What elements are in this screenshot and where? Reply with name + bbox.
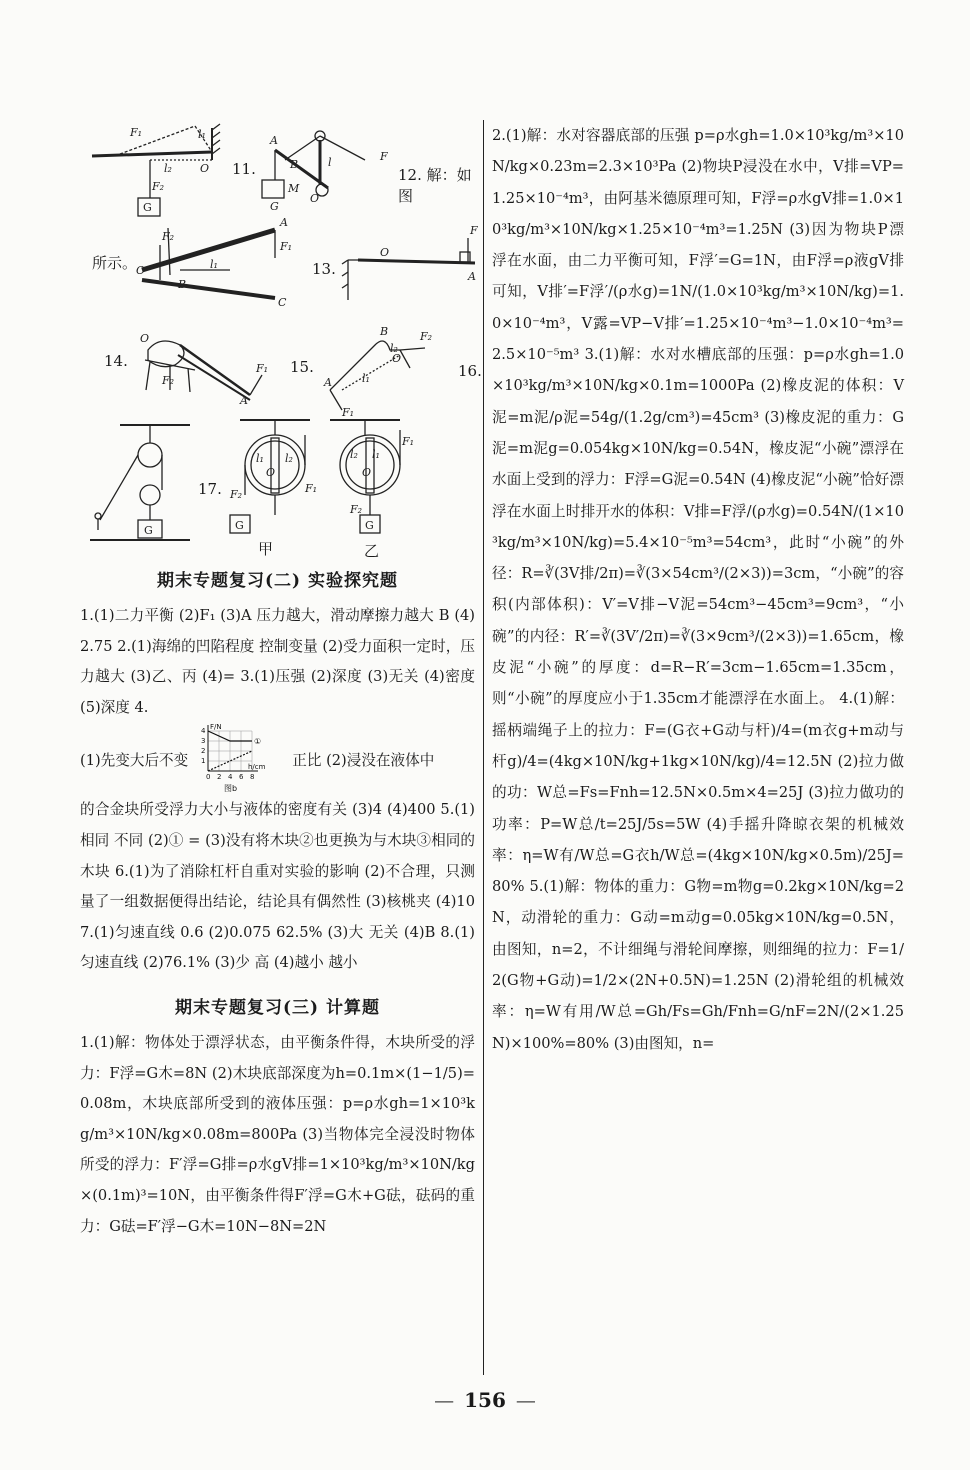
x-tick-label: 6 xyxy=(239,773,244,782)
svg-text:B: B xyxy=(380,325,389,338)
label-11: 11. xyxy=(232,160,256,178)
chart-row xyxy=(80,723,475,795)
svg-text:l₁: l₁ xyxy=(256,452,264,465)
label-16: 16. xyxy=(458,362,482,380)
fig-15 xyxy=(330,341,425,410)
section2-title: 期末专题复习(二) 实验探究题 xyxy=(156,571,398,591)
svg-text:A: A xyxy=(270,134,278,147)
x-tick-label: 0 xyxy=(206,773,211,782)
svg-text:C: C xyxy=(278,296,287,309)
svg-text:l₂: l₂ xyxy=(285,452,293,465)
x-tick-label: 4 xyxy=(228,773,233,782)
svg-text:F: F xyxy=(380,150,388,163)
svg-text:F₂: F₂ xyxy=(152,180,165,193)
page-number: — 156 — xyxy=(434,1388,536,1412)
svg-text:G: G xyxy=(143,201,152,214)
chart-title: 图b xyxy=(224,784,238,794)
fig-13 xyxy=(342,238,475,300)
label-12: 12. 解：如图 xyxy=(398,166,472,205)
y-tick-label: 1 xyxy=(201,757,206,766)
label-14: 14. xyxy=(104,352,128,370)
svg-text:A: A xyxy=(280,216,288,229)
svg-text:O: O xyxy=(140,332,150,345)
label-17: 17. xyxy=(198,480,222,498)
svg-text:O: O xyxy=(136,264,146,277)
svg-text:O: O xyxy=(310,192,320,205)
label-jia: 甲 xyxy=(258,540,274,558)
svg-text:l₁: l₁ xyxy=(372,448,380,461)
svg-text:l₂: l₂ xyxy=(164,162,172,175)
fig-14 xyxy=(145,341,262,400)
svg-text:A: A xyxy=(324,376,332,389)
y-tick-label: 3 xyxy=(201,737,206,746)
section2-para2a: (1)先变大后不变 xyxy=(80,751,189,769)
svg-text:F₂: F₂ xyxy=(350,503,363,516)
svg-text:A: A xyxy=(240,394,248,407)
svg-text:F₁: F₁ xyxy=(280,240,293,253)
svg-text:l₁: l₁ xyxy=(210,258,218,271)
svg-text:F₁: F₁ xyxy=(402,435,415,448)
y-tick-label: 2 xyxy=(201,747,206,756)
svg-text:A: A xyxy=(468,270,476,283)
svg-text:G: G xyxy=(365,519,374,532)
svg-text:B: B xyxy=(290,158,299,171)
y-tick-label: 4 xyxy=(201,727,206,736)
svg-text:O: O xyxy=(392,352,402,365)
figure-area xyxy=(80,120,482,560)
svg-text:O: O xyxy=(380,246,390,259)
svg-text:F₂: F₂ xyxy=(230,488,243,501)
page-number-value: 156 xyxy=(464,1388,506,1412)
svg-text:G: G xyxy=(235,519,244,532)
label-15: 15. xyxy=(290,358,314,376)
svg-text:G: G xyxy=(270,200,279,213)
section3-para1: 1.(1)解：物体处于漂浮状态，由平衡条件得，木块所受的浮力：F浮=G木=8N (2)木块底部深度为h=0.1m×(1−1/5)=0.08m，木块底部所受到的液体压强：p=ρ水gh=1×10³kg/m³×10N/kg×0.08m=800Pa (3)当物体完全浸没时物体所受的浮力：F′浮=G排=ρ水gV排=1×10³kg/m³×10N/kg×(0.1m)³=10N，由平衡条件得F′浮=G木+G砝，砝码的重力：G砝=F′浮−G木=10N−8N=2N xyxy=(80,1033,475,1235)
label-yi: 乙 xyxy=(364,542,380,560)
svg-text:F₂: F₂ xyxy=(162,230,175,243)
section2-para3: 的合金块所受浮力大小与液体的密度有关 (3)4 (4)400 5.(1)相同 不同 (2)① = (3)没有将木块②也更换为与木块③相同的木块 6.(1)为了消除杠杆自重对实验的影响 (2)不合理，只测量了一组数据便得出结论，结论具有偶然性 (3)核桃夹 (4)10 7.(1)匀速直线 0.6 (2)0.075 62.5% (3)大 无关 (4)B 8.(1)匀速直线 (2)76.1% (3)少 高 (4)越小 越小 xyxy=(80,801,475,972)
svg-text:l: l xyxy=(328,156,332,169)
x-tick-label: 2 xyxy=(217,773,222,782)
svg-text:F₁: F₁ xyxy=(130,126,143,139)
svg-text:O: O xyxy=(362,466,372,479)
section3-title: 期末专题复习(三) 计算题 xyxy=(174,997,380,1018)
x-axis-label: h/cm xyxy=(248,763,266,772)
chart-b xyxy=(194,721,286,797)
svg-text:M: M xyxy=(288,182,300,195)
left-column xyxy=(80,120,482,1242)
svg-text:l₂: l₂ xyxy=(390,342,398,355)
chart-svg xyxy=(194,721,286,793)
right-para1: 2.(1)解：水对容器底部的压强 p=ρ水gh=1.0×10³kg/m³×10N/kg×0.23m=2.3×10³Pa (2)物块P浸没在水中，V排=VP=1.25×10⁻⁴m³，由阿基米德原理可知，F浮=ρ水gV排=1.0×10³kg/m³×10N/kg×1.25×10⁻⁴m³=1.25N (3)因为物块P漂浮在水面，由二力平衡可知，F浮′=G=1N，由F浮=ρ液gV排可知，V排′=F浮′/(ρ水g)=1N/(1.0×10³kg/m³×10N/kg)=1.0×10⁻⁴m³，V露=VP−V排′=1.25×10⁻⁴m³−1.0×10⁻⁴m³=2.5×10⁻⁵m³ 3.(1)解：水对水槽底部的压强：p=ρ水gh=1.0×10³kg/m³×10N/kg×0.1m=1000Pa (2)橡皮泥的体积：V泥=m泥/ρ泥=54g/(1.2g/cm³)=45cm³ (3)橡皮泥的重力：G泥=m泥g=0.054kg×10N/kg=0.54N，橡皮泥“小碗”漂浮在水面上受到的浮力：F浮=G泥=0.54N (4)橡皮泥“小碗”恰好漂浮在水面上时排开水的体积：V排=F浮/(ρ水g)=0.54N/(1×10³kg/m³×10N/kg)=5.4×10⁻⁵m³=54cm³，此时“小碗”的外径：R=∛(3V排/2π)=∛(3×54cm³/(2×3))=3cm，“小碗”的容积(内部体积)：V′=V排−V泥=54cm³−45cm³=9cm³，“小碗”的内径：R′=∛(3V′/2π)=∛(3×9cm³/(2×3))=1.65cm，橡皮泥“小碗”的厚度：d=R−R′=3cm−1.65cm=1.35cm，则“小碗”的厚度应小于1.35cm才能漂浮在水面上。 4.(1)解：摇柄端绳子上的拉力：F=(G衣+G动与杆)/4=(m衣g+m动与杆g)/4=(4kg×10N/kg+1kg×10N/kg)/4=12.5N (2)拉力做的功：W总=Fs=Fnh=12.5N×0.5m×4=25J (3)拉力做功的功率：P=W总/t=25J/5s=5W (4)手摇升降晾衣架的机械效率：η=W有/W总=G衣h/W总=(4kg×10N/kg×0.5m)/25J=80% 5.(1)解：物体的重力：G物=m物g=0.2kg×10N/kg=2N，动滑轮的重力：G动=m动g=0.05kg×10N/kg=0.5N，由图知，n=2，不计细绳与滑轮间摩擦，则细绳的拉力：F=1/2(G物+G动)=1/2×(2N+0.5N)=1.25N (2)滑轮组的机械效率：η=W有用/W总=Gh/Fs=Gh/Fnh=G/nF=2N/(2×1.25N)×100%=80% (3)由图知，n= xyxy=(492,127,904,1052)
svg-text:O: O xyxy=(200,162,210,175)
svg-text:G: G xyxy=(144,524,153,537)
svg-text:F₂: F₂ xyxy=(162,374,175,387)
label-13: 13. xyxy=(312,260,336,278)
svg-text:l₁: l₁ xyxy=(198,128,206,141)
svg-text:F: F xyxy=(470,224,478,237)
svg-text:F₁: F₁ xyxy=(305,482,318,495)
right-column xyxy=(492,120,904,1059)
svg-text:F₂: F₂ xyxy=(420,330,433,343)
section2-para2b: 正比 (2)浸没在液体中 xyxy=(292,751,435,769)
series-marker-label: ① xyxy=(254,737,262,747)
y-axis-label: F/N xyxy=(210,723,222,732)
label-12-cont: 所示。 xyxy=(92,254,138,272)
svg-text:B: B xyxy=(178,278,187,291)
svg-text:l₂: l₂ xyxy=(350,448,358,461)
svg-text:l₁: l₁ xyxy=(362,372,370,385)
section2-para1: 1.(1)二力平衡 (2)F₁ (3)A 压力越大，滑动摩擦力越大 B (4)2.75 2.(1)海绵的凹陷程度 控制变量 (2)受力面积一定时，压力越大 (3)乙、丙 (4)= 3.(1)压强 (2)深度 (3)无关 (4)密度 (5)深度 4. xyxy=(80,607,475,716)
column-divider xyxy=(483,120,484,1375)
fig-16 xyxy=(90,425,190,540)
x-tick-label: 8 xyxy=(250,773,255,782)
svg-text:O: O xyxy=(266,466,276,479)
svg-text:F₁: F₁ xyxy=(342,406,355,419)
svg-text:F₁: F₁ xyxy=(256,362,269,375)
